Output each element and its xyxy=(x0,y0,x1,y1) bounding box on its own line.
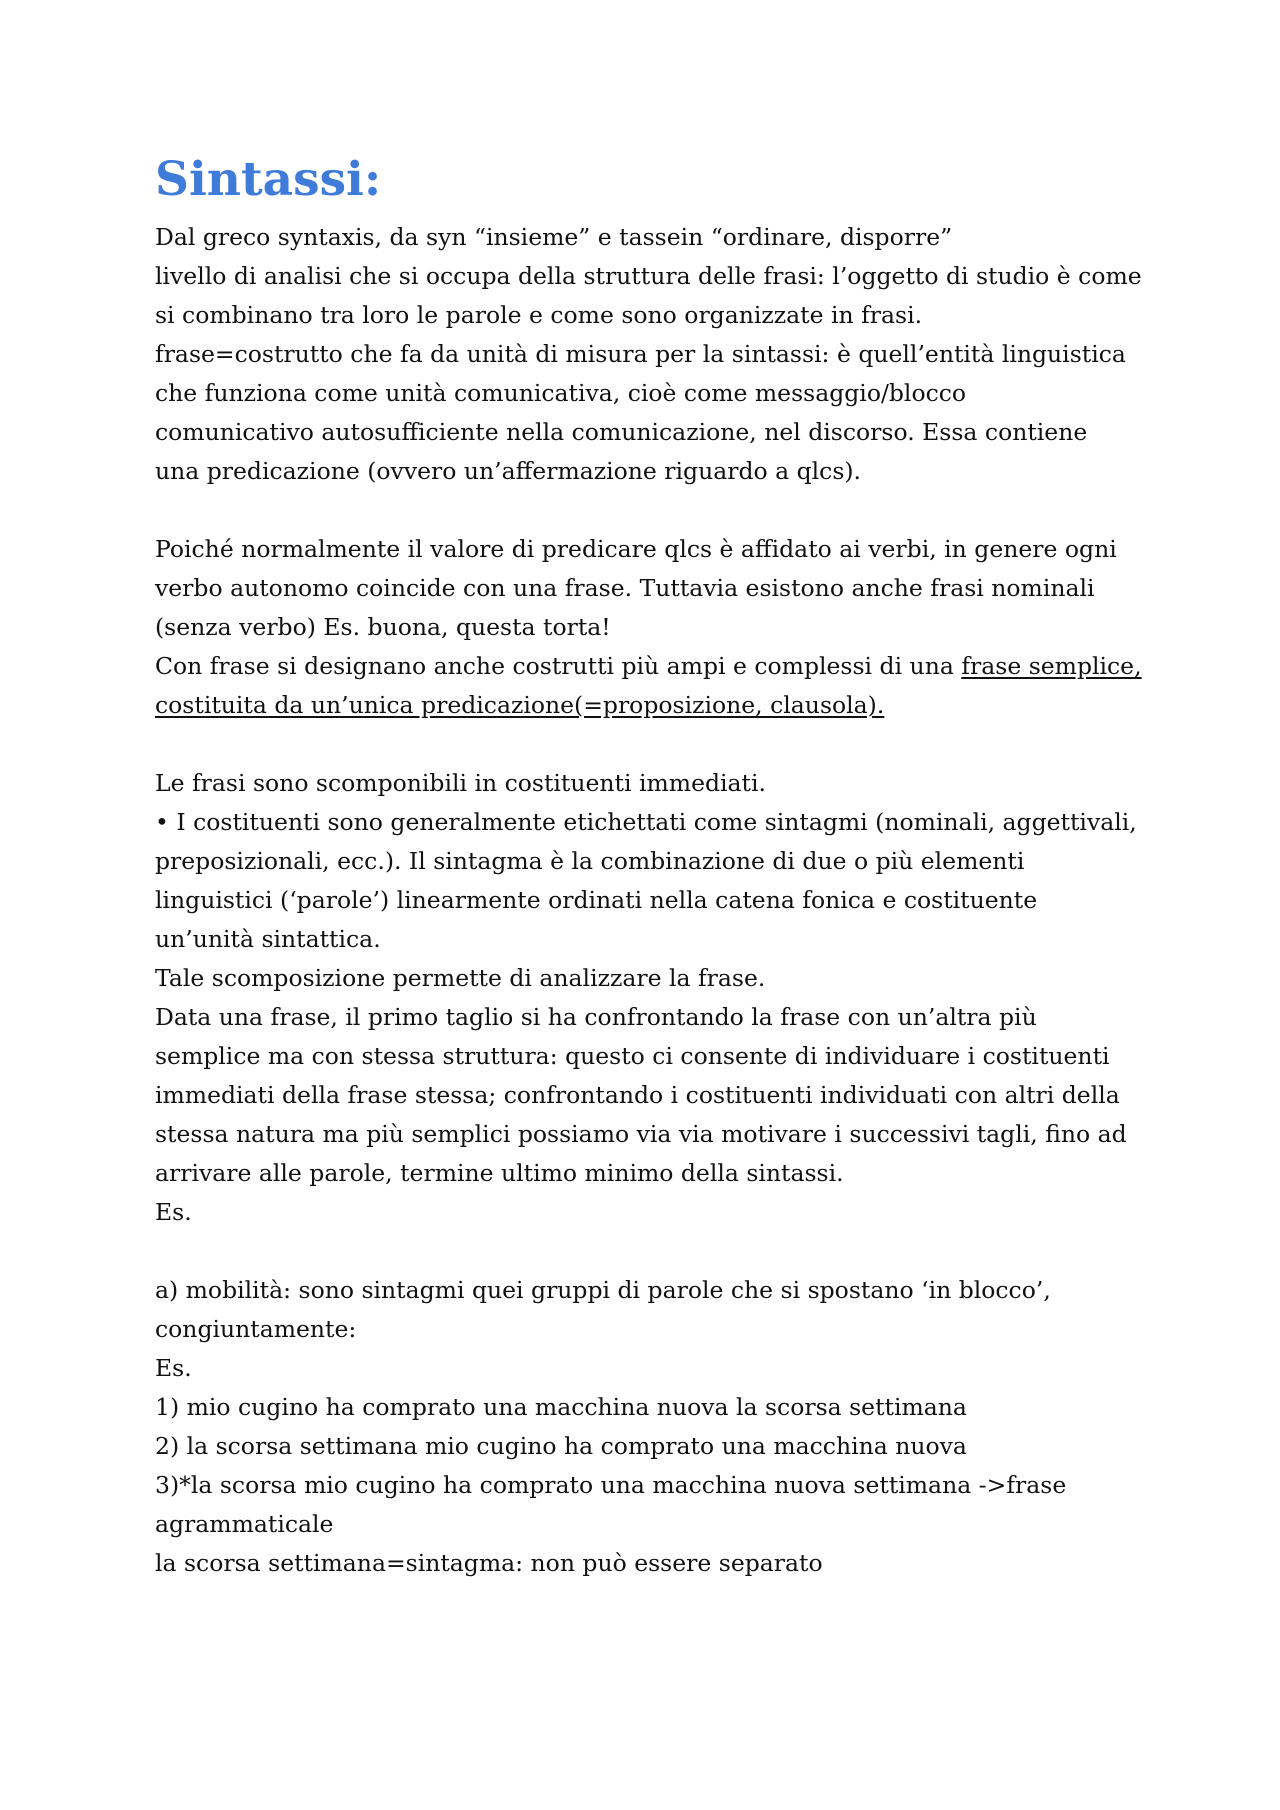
page-title: Sintassi: xyxy=(155,152,382,207)
underlined-text: costituita da un’unica predicazione(=proposizione, clausola). xyxy=(155,691,885,719)
text-line: verbo autonomo coincide con una frase. Tuttavia esistono anche frasi nominali xyxy=(155,574,1095,602)
text-line: preposizionali, ecc.). Il sintagma è la combinazione di due o più elementi xyxy=(155,847,1025,875)
bullet-line: • I costituenti sono generalmente etichettati come sintagmi (nominali, aggettivali, xyxy=(155,808,1137,836)
example-line: 2) la scorsa settimana mio cugino ha comprato una macchina nuova xyxy=(155,1432,967,1460)
text-line: un’unità sintattica. xyxy=(155,925,381,953)
text-line: congiuntamente: xyxy=(155,1315,357,1343)
text-line: stessa natura ma più semplici possiamo via via motivare i successivi tagli, fino ad xyxy=(155,1120,1127,1148)
text-line: Le frasi sono scomponibili in costituenti immediati. xyxy=(155,769,766,797)
text-line: linguistici (‘parole’) linearmente ordinati nella catena fonica e costituente xyxy=(155,886,1038,914)
paragraph-predication xyxy=(155,530,1155,725)
paragraph-mobility xyxy=(155,1271,1155,1583)
underlined-text: frase semplice, xyxy=(961,652,1142,680)
text-line: Es. xyxy=(155,1354,192,1382)
paragraph-definition xyxy=(155,218,1155,491)
paragraph-constituents xyxy=(155,764,1155,1232)
example-line: 1) mio cugino ha comprato una macchina nuova la scorsa settimana xyxy=(155,1393,967,1421)
paragraph-spacer xyxy=(155,1232,1155,1271)
text-line: la scorsa settimana=sintagma: non può essere separato xyxy=(155,1549,823,1577)
text-line: immediati della frase stessa; confrontando i costituenti individuati con altri della xyxy=(155,1081,1120,1109)
text-line: semplice ma con stessa struttura: questo ci consente di individuare i costituenti xyxy=(155,1042,1110,1070)
text-line: Tale scomposizione permette di analizzare la frase. xyxy=(155,964,766,992)
text-line: si combinano tra loro le parole e come sono organizzate in frasi. xyxy=(155,301,923,329)
text-line: Data una frase, il primo taglio si ha confrontando la frase con un’altra più xyxy=(155,1003,1037,1031)
text-line xyxy=(155,686,1155,725)
text-line: a) mobilità: sono sintagmi quei gruppi di parole che si spostano ‘in blocco’, xyxy=(155,1276,1051,1304)
text-line: Es. xyxy=(155,1198,192,1226)
example-line: 3)*la scorsa mio cugino ha comprato una macchina nuova settimana ->frase xyxy=(155,1471,1067,1499)
text-line: agrammaticale xyxy=(155,1510,334,1538)
text-line: arrivare alle parole, termine ultimo minimo della sintassi. xyxy=(155,1159,844,1187)
text-segment: Con frase si designano anche costrutti più ampi e complessi di una xyxy=(155,652,962,680)
text-line: (senza verbo) Es. buona, questa torta! xyxy=(155,613,611,641)
text-line xyxy=(155,647,1155,686)
text-line: livello di analisi che si occupa della struttura delle frasi: l’oggetto di studio è come xyxy=(155,262,1142,290)
text-line: che funziona come unità comunicativa, cioè come messaggio/blocco xyxy=(155,379,967,407)
text-line: comunicativo autosufficiente nella comunicazione, nel discorso. Essa contiene xyxy=(155,418,1088,446)
paragraph-spacer xyxy=(155,491,1155,530)
text-line: Poiché normalmente il valore di predicare qlcs è affidato ai verbi, in genere ogni xyxy=(155,535,1117,563)
document-page xyxy=(155,150,1155,1583)
text-line: una predicazione (ovvero un’affermazione riguardo a qlcs). xyxy=(155,457,862,485)
paragraph-spacer xyxy=(155,725,1155,764)
text-line: frase=costrutto che fa da unità di misura per la sintassi: è quell’entità linguistica xyxy=(155,340,1126,368)
text-line: Dal greco syntaxis, da syn “insieme” e tassein “ordinare, disporre” xyxy=(155,223,953,251)
